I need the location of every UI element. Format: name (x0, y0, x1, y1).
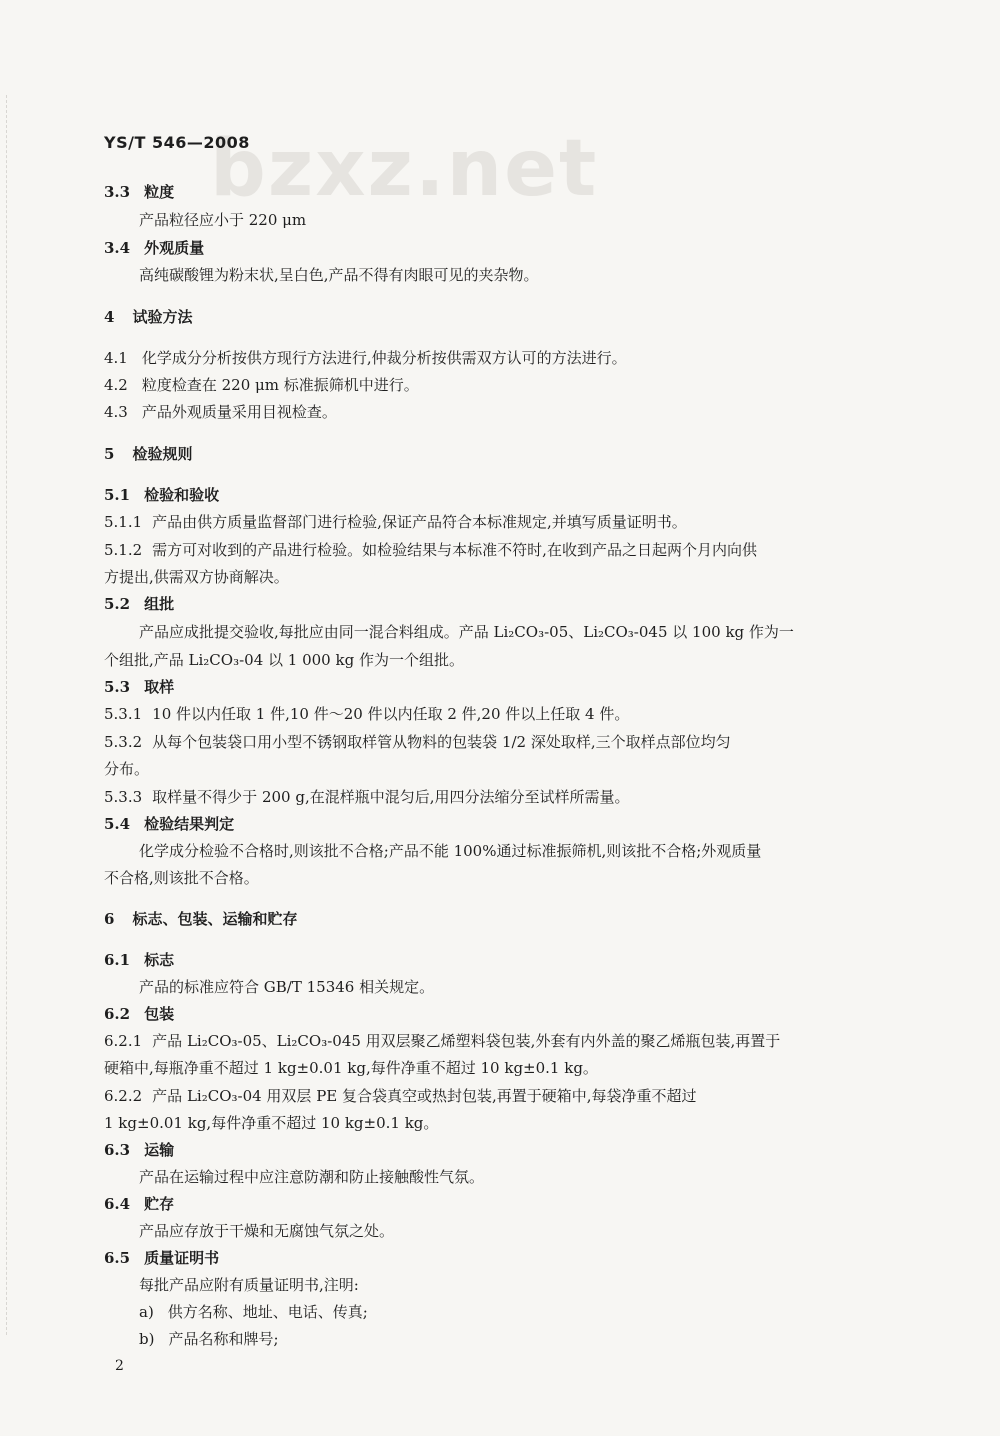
paragraph: 产品应存放于干燥和无腐蚀气氛之处。 (139, 1222, 395, 1240)
clause-4-1 (104, 348, 904, 368)
scan-edge (6, 95, 8, 1335)
clause-number: 5.3.1 (104, 705, 143, 723)
section-title: 试验方法 (132, 308, 193, 326)
clause-text: 产品外观质量采用目视检查。 (141, 403, 337, 421)
clause-title: 取样 (144, 678, 175, 696)
paragraph-continuation: 方提出,供需双方协商解决。 (104, 568, 289, 586)
clause-number: 4.2 (104, 376, 128, 394)
clause-number: 6.1 (104, 951, 131, 969)
clause-text: 10 件以内任取 1 件,10 件～20 件以内任取 2 件,20 件以上任取 4 件。 (152, 705, 630, 723)
paragraph-continuation: 硬箱中,每瓶净重不超过 1 kg±0.01 kg,每件净重不超过 10 kg±0.1 kg。 (104, 1059, 598, 1077)
section-title: 检验规则 (132, 445, 193, 463)
clause-6-5-title (104, 1248, 904, 1268)
list-item (139, 1302, 939, 1322)
clause-5-1-title (104, 485, 904, 505)
paragraph: 产品应成批提交验收,每批应由同一混合料组成。产品 Li₂CO₃-05、Li₂CO₃-045 以 100 kg 作为一 (139, 623, 794, 641)
clause-6-2-2 (104, 1086, 904, 1106)
section-4-title (104, 307, 904, 327)
paragraph: 产品在运输过程中应注意防潮和防止接触酸性气氛。 (139, 1168, 485, 1186)
clause-number: 5.1.1 (104, 513, 143, 531)
clause-number: 5.4 (104, 815, 131, 833)
paragraph-continuation: 1 kg±0.01 kg,每件净重不超过 10 kg±0.1 kg。 (104, 1114, 439, 1132)
section-number: 5 (104, 445, 115, 463)
clause-4-2 (104, 375, 904, 395)
clause-number: 6.4 (104, 1195, 131, 1213)
paragraph-continuation: 分布。 (104, 760, 150, 778)
clause-3-4-title (104, 238, 904, 258)
clause-text: 粒度检查在 220 μm 标准振筛机中进行。 (141, 376, 419, 394)
clause-number: 5.2 (104, 595, 131, 613)
watermark: bzxz.net (210, 124, 599, 214)
clause-5-1-1 (104, 512, 904, 532)
clause-title: 外观质量 (144, 239, 205, 257)
clause-text: 产品 Li₂CO₃-05、Li₂CO₃-045 用双层聚乙烯塑料袋包装,外套有内外盖的聚乙烯瓶包装,再置于 (152, 1032, 781, 1050)
paragraph-continuation: 个组批,产品 Li₂CO₃-04 以 1 000 kg 作为一个组批。 (104, 651, 464, 669)
clause-3-3-title (104, 182, 904, 202)
clause-title: 标志 (144, 951, 175, 969)
clause-number: 3.4 (104, 239, 131, 257)
clause-number: 6.2.1 (104, 1032, 143, 1050)
clause-title: 检验结果判定 (144, 815, 235, 833)
clause-number: 5.3 (104, 678, 131, 696)
paragraph: 每批产品应附有质量证明书,注明: (139, 1276, 359, 1294)
list-marker: a) (139, 1303, 154, 1321)
clause-5-2-title (104, 594, 904, 614)
section-number: 4 (104, 308, 115, 326)
paragraph: 产品的标准应符合 GB/T 15346 相关规定。 (139, 978, 435, 996)
clause-number: 6.3 (104, 1141, 131, 1159)
clause-6-3-title (104, 1140, 904, 1160)
list-item (139, 1329, 939, 1349)
section-title: 标志、包装、运输和贮存 (132, 910, 298, 928)
clause-5-3-3 (104, 787, 904, 807)
clause-number: 6.2.2 (104, 1087, 143, 1105)
clause-title: 组批 (144, 595, 175, 613)
clause-number: 5.3.3 (104, 788, 143, 806)
clause-number: 5.3.2 (104, 733, 143, 751)
clause-6-4-title (104, 1194, 904, 1214)
clause-4-3 (104, 402, 904, 422)
clause-number: 4.1 (104, 349, 128, 367)
clause-text: 需方可对收到的产品进行检验。如检验结果与本标准不符时,在收到产品之日起两个月内向供 (152, 541, 757, 559)
clause-number: 6.5 (104, 1249, 131, 1267)
clause-text: 从每个包装袋口用小型不锈钢取样管从物料的包装袋 1/2 深处取样,三个取样点部位均匀 (152, 733, 731, 751)
paragraph: 高纯碳酸锂为粉末状,呈白色,产品不得有肉眼可见的夹杂物。 (139, 266, 539, 284)
paragraph-continuation: 不合格,则该批不合格。 (104, 869, 259, 887)
clause-title: 运输 (144, 1141, 175, 1159)
section-6-title (104, 909, 904, 929)
clause-6-1-title (104, 950, 904, 970)
clause-number: 5.1.2 (104, 541, 143, 559)
clause-number: 6.2 (104, 1005, 131, 1023)
clause-5-3-2 (104, 732, 904, 752)
list-item-text: 产品名称和牌号; (168, 1330, 279, 1348)
clause-text: 产品由供方质量监督部门进行检验,保证产品符合本标准规定,并填写质量证明书。 (152, 513, 687, 531)
clause-6-2-1 (104, 1031, 904, 1051)
page-number: 2 (115, 1358, 124, 1374)
clause-5-1-2 (104, 540, 904, 560)
clause-text: 取样量不得少于 200 g,在混样瓶中混匀后,用四分法缩分至试样所需量。 (152, 788, 630, 806)
clause-5-4-title (104, 814, 904, 834)
clause-title: 包装 (144, 1005, 175, 1023)
clause-text: 化学成分分析按供方现行方法进行,仲裁分析按供需双方认可的方法进行。 (141, 349, 627, 367)
clause-title: 粒度 (144, 183, 175, 201)
list-marker: b) (139, 1330, 155, 1348)
clause-title: 检验和验收 (144, 486, 220, 504)
clause-5-3-title (104, 677, 904, 697)
clause-5-3-1 (104, 704, 904, 724)
clause-6-2-title (104, 1004, 904, 1024)
clause-title: 贮存 (144, 1195, 175, 1213)
section-5-title (104, 444, 904, 464)
clause-number: 3.3 (104, 183, 131, 201)
clause-text: 产品 Li₂CO₃-04 用双层 PE 复合袋真空或热封包装,再置于硬箱中,每袋净重不超过 (152, 1087, 697, 1105)
clause-number: 5.1 (104, 486, 131, 504)
paragraph: 化学成分检验不合格时,则该批不合格;产品不能 100%通过标准振筛机,则该批不合格;外观质量 (139, 842, 762, 860)
clause-number: 4.3 (104, 403, 128, 421)
clause-title: 质量证明书 (144, 1249, 220, 1267)
section-number: 6 (104, 910, 115, 928)
list-item-text: 供方名称、地址、电话、传真; (167, 1303, 368, 1321)
standard-header: YS/T 546—2008 (104, 133, 250, 152)
paragraph: 产品粒径应小于 220 μm (139, 211, 307, 229)
